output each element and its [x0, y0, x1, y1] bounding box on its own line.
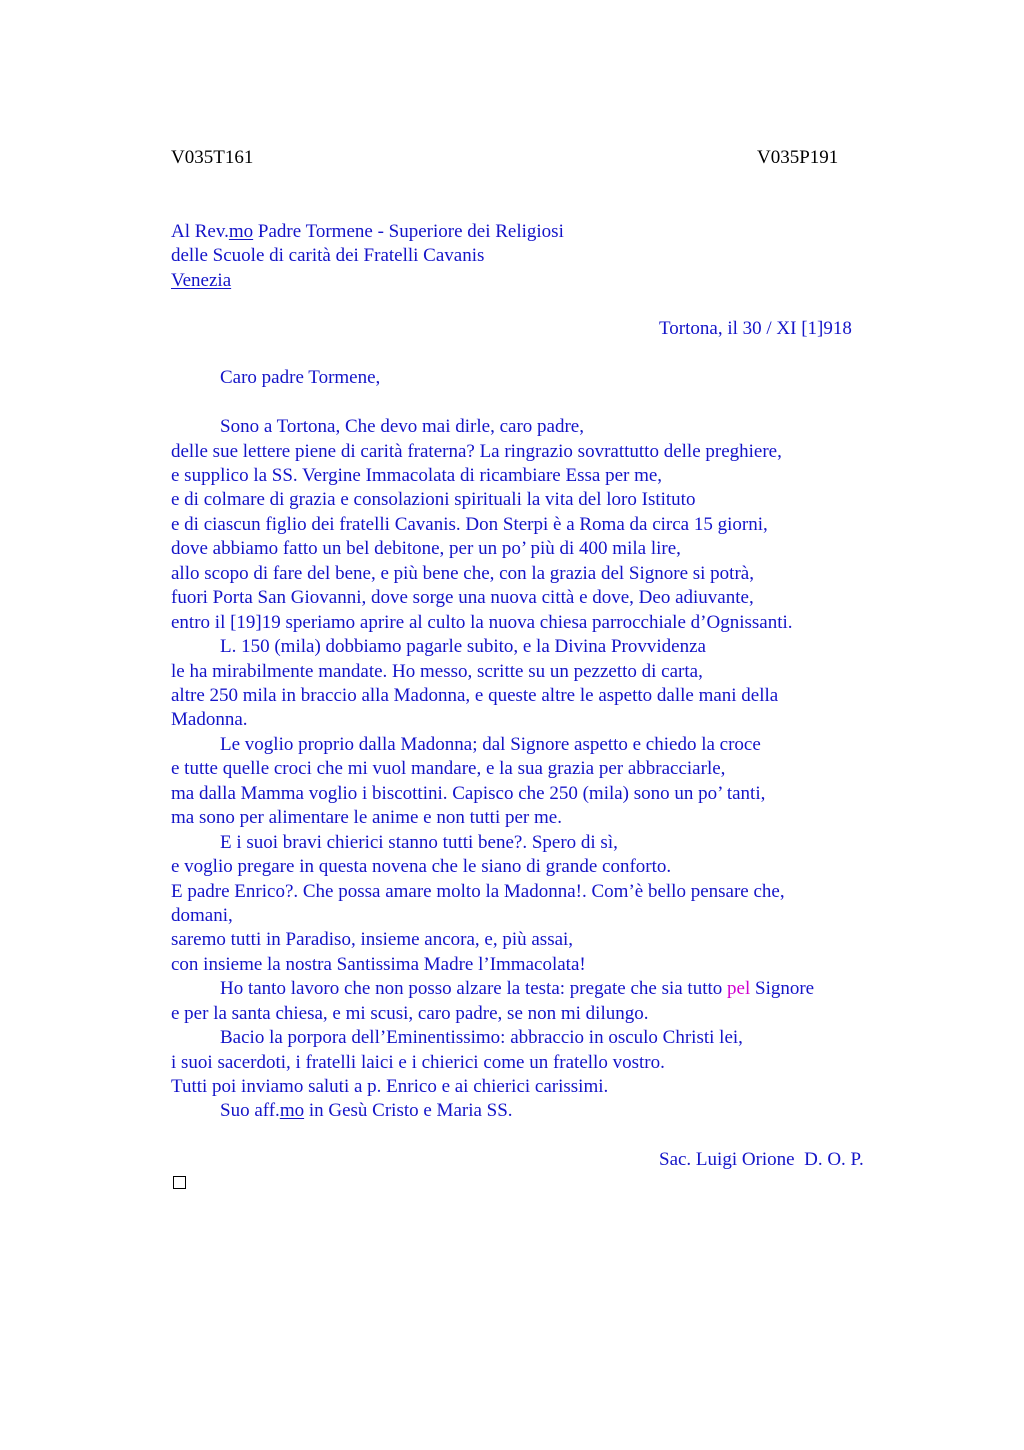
body-line: fuori Porta San Giovanni, dove sorge una nuova città e dove, Deo adiuvante, — [171, 587, 754, 608]
body-line: e di ciascun figlio dei fratelli Cavanis. Don Sterpi è a Roma da circa 15 giorni, — [171, 514, 768, 535]
body-line: e per la santa chiesa, e mi scusi, caro padre, se non mi dilungo. — [171, 1003, 649, 1024]
body-line: E padre Enrico?. Che possa amare molto la Madonna!. Com’è bello pensare che, — [171, 881, 785, 902]
body-line: delle sue lettere piene di carità fraterna? La ringrazio sovrattutto delle preghiere, — [171, 441, 782, 462]
doc-code-left: V035T161 — [171, 147, 254, 168]
body-line: e tutte quelle croci che mi vuol mandare, e la sua grazia per abbracciarle, — [171, 758, 726, 779]
letter-date: Tortona, il 30 / XI [1]918 — [659, 318, 852, 339]
body-line: e voglio pregare in questa novena che le siano di grande conforto. — [171, 856, 672, 877]
address-city: Venezia — [171, 270, 232, 291]
checkbox-icon — [173, 1176, 186, 1189]
body-line: Le voglio proprio dalla Madonna; dal Signore aspetto e chiedo la croce — [220, 734, 761, 755]
body-line: E i suoi bravi chierici stanno tutti bene?. Spero di sì, — [220, 832, 618, 853]
address-line-1: Al Rev.mo Padre Tormene - Superiore dei Religiosi — [171, 221, 564, 242]
body-line: e supplico la SS. Vergine Immacolata di ricambiare Essa per me, — [171, 465, 663, 486]
body-line: i suoi sacerdoti, i fratelli laici e i chierici come un fratello vostro. — [171, 1052, 665, 1073]
body-line: e di colmare di grazia e consolazioni spirituali la vita del loro Istituto — [171, 489, 696, 510]
signature: Sac. Luigi Orione D. O. P. — [659, 1149, 864, 1170]
doc-code-right: V035P191 — [757, 147, 839, 168]
body-line: dove abbiamo fatto un bel debitone, per un po’ più di 400 mila lire, — [171, 538, 681, 559]
body-line: ma dalla Mamma voglio i biscottini. Capisco che 250 (mila) sono un po’ tanti, — [171, 783, 766, 804]
body-line: saremo tutti in Paradiso, insieme ancora, e, più assai, — [171, 929, 574, 950]
body-line: le ha mirabilmente mandate. Ho messo, scritte su un pezzetto di carta, — [171, 661, 703, 682]
salutation: Caro padre Tormene, — [220, 367, 381, 388]
body-line: Tutti poi inviamo saluti a p. Enrico e ai chierici carissimi. — [171, 1076, 609, 1097]
body-line: Madonna. — [171, 709, 248, 730]
body-line: domani, — [171, 905, 233, 926]
address-line-2: delle Scuole di carità dei Fratelli Cavanis — [171, 245, 485, 266]
body-line: ma sono per alimentare le anime e non tutti per me. — [171, 807, 562, 828]
body-line: Sono a Tortona, Che devo mai dirle, caro padre, — [220, 416, 584, 437]
body-line: altre 250 mila in braccio alla Madonna, e queste altre le aspetto dalle mani della — [171, 685, 779, 706]
highlighted-word: pel — [727, 978, 751, 999]
body-line: allo scopo di fare del bene, e più bene che, con la grazia del Signore si potrà, — [171, 563, 754, 584]
closing-line: Suo aff.mo in Gesù Cristo e Maria SS. — [220, 1100, 513, 1121]
body-line: L. 150 (mila) dobbiamo pagarle subito, e la Divina Provvidenza — [220, 636, 706, 657]
body-line: entro il [19]19 speriamo aprire al culto la nuova chiesa parrocchiale d’Ognissanti. — [171, 612, 793, 633]
body-line: con insieme la nostra Santissima Madre l’Immacolata! — [171, 954, 586, 975]
body-line-pel: Ho tanto lavoro che non posso alzare la testa: pregate che sia tutto pel Signore — [220, 978, 815, 999]
body-line: Bacio la porpora dell’Eminentissimo: abbraccio in osculo Christi lei, — [220, 1027, 743, 1048]
